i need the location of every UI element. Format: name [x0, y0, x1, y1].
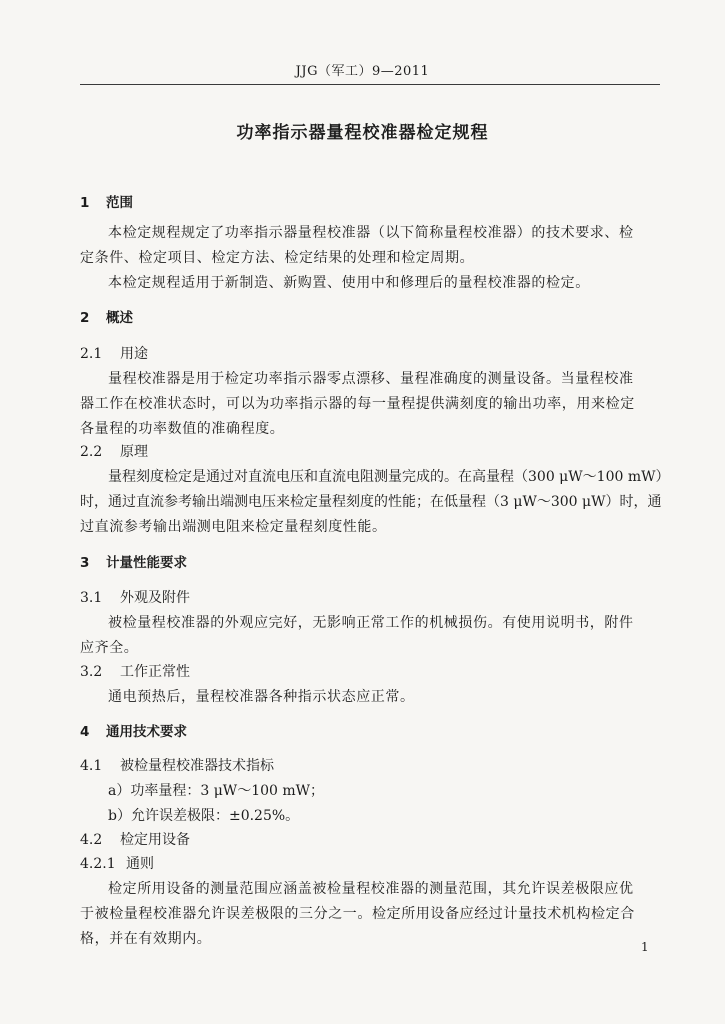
standard-code-header: JJG（军工）9—2011: [295, 64, 430, 79]
header-divider: [80, 84, 660, 85]
paragraph-line: 时，通过直流参考输出端测电压来检定量程刻度的性能；在低量程（3 μW～300 μW）时，通: [80, 494, 662, 510]
section-title: 通用技术要求: [106, 724, 187, 740]
section-2-2-heading: [80, 441, 148, 461]
section-4-2-heading: [80, 829, 190, 849]
section-2-1-heading: [80, 343, 148, 363]
section-number: 3.1: [80, 590, 103, 606]
page-number: 1: [641, 940, 649, 954]
section-4-1-heading: [80, 755, 274, 775]
section-title: 被检量程校准器技术指标: [120, 758, 274, 774]
section-title: 通则: [126, 856, 154, 872]
section-4-2-1-heading: [80, 853, 154, 873]
section-title: 概述: [106, 310, 133, 326]
section-3-heading: [80, 551, 187, 571]
paragraph-line: 本检定规程规定了功率指示器量程校准器（以下简称量程校准器）的技术要求、检: [108, 225, 634, 241]
paragraph-line: 量程校准器是用于检定功率指示器零点漂移、量程准确度的测量设备。当量程校准: [108, 371, 634, 387]
section-title: 工作正常性: [120, 664, 190, 680]
paragraph-line: 量程刻度检定是通过对直流电压和直流电阻测量完成的。在高量程（300 μW～100 mW）: [108, 469, 670, 485]
section-title: 检定用设备: [120, 832, 190, 848]
paragraph-line: 于被检量程校准器允许误差极限的三分之一。检定所用设备应经过计量技术机构检定合: [80, 906, 635, 922]
paragraph-line: 通电预热后，量程校准器各种指示状态应正常。: [108, 689, 415, 705]
paragraph-line: 本检定规程适用于新制造、新购置、使用中和修理后的量程校准器的检定。: [108, 275, 590, 291]
document-title: 功率指示器量程校准器检定规程: [236, 123, 489, 143]
section-4-heading: [80, 720, 187, 740]
section-title: 原理: [120, 444, 148, 460]
section-3-2-heading: [80, 661, 190, 681]
list-item: b）允许误差极限：±0.25%。: [108, 808, 300, 824]
section-number: 1: [80, 195, 90, 211]
paragraph-line: 各量程的功率数值的准确程度。: [80, 421, 285, 437]
list-item: a）功率量程：3 μW～100 mW；: [108, 783, 325, 799]
section-1-heading: [80, 191, 133, 211]
section-number: 4.2: [80, 832, 103, 848]
section-number: 2: [80, 310, 90, 326]
paragraph-line: 被检量程校准器的外观应完好，无影响正常工作的机械损伤。有使用说明书，附件: [108, 615, 634, 631]
paragraph-line: 格，并在有效期内。: [80, 931, 212, 947]
paragraph-line: 检定所用设备的测量范围应涵盖被检量程校准器的测量范围，其允许误差极限应优: [108, 881, 634, 897]
section-title: 计量性能要求: [106, 555, 187, 571]
section-title: 用途: [120, 346, 148, 362]
paragraph-line: 器工作在校准状态时，可以为功率指示器的每一量程提供满刻度的输出功率，用来检定: [80, 396, 635, 412]
section-number: 4.2.1: [80, 856, 116, 872]
section-number: 3.2: [80, 664, 103, 680]
section-2-heading: [80, 306, 133, 326]
section-number: 2.2: [80, 444, 103, 460]
paragraph-line: 定条件、检定项目、检定方法、检定结果的处理和检定周期。: [80, 250, 475, 266]
section-number: 4: [80, 724, 90, 740]
section-number: 3: [80, 555, 90, 571]
paragraph-line: 应齐全。: [80, 640, 139, 656]
section-number: 4.1: [80, 758, 103, 774]
paragraph-line: 过直流参考输出端测电阻来检定量程刻度性能。: [80, 519, 387, 535]
section-title: 范围: [106, 195, 133, 211]
section-title: 外观及附件: [120, 590, 190, 606]
section-3-1-heading: [80, 587, 190, 607]
section-number: 2.1: [80, 346, 103, 362]
